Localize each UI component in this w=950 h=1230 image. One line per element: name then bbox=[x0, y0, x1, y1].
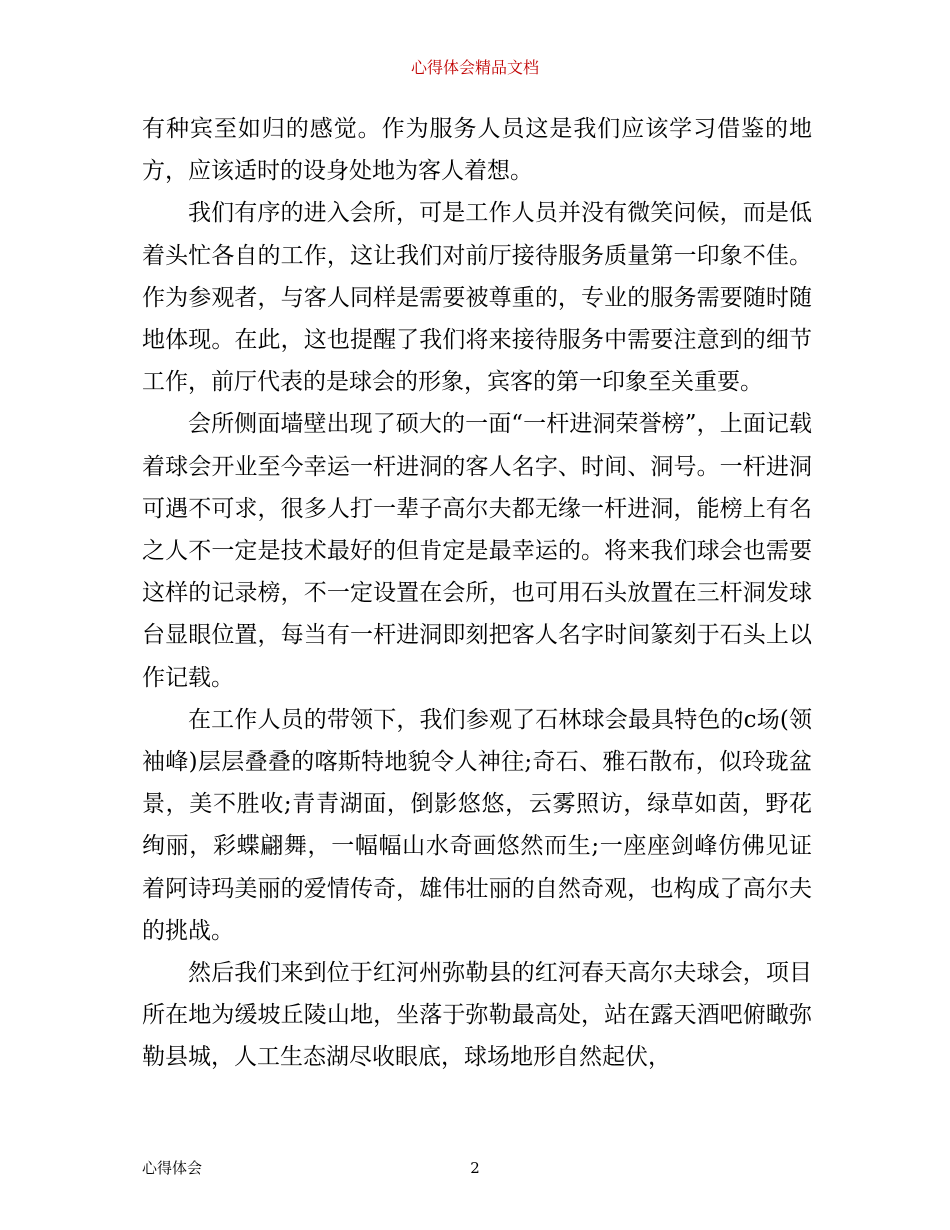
paragraph-course-tour: 在工作人员的带领下，我们参观了石林球会最具特色的c场(领袖峰)层层叠叠的喀斯特地貌令人神往;奇石、雅石散布，似玲珑盆景，美不胜收;青青湖面，倒影悠悠，云雾照访，绿草如茵，野花绚丽，彩蝶翩舞，一幅幅山水奇画悠然而生;一座座剑峰仿佛见证着阿诗玛美丽的爱情传奇，雄伟壮丽的自然奇观，也构成了高尔夫的挑战。 bbox=[142, 706, 812, 944]
paragraph-spring-club: 然后我们来到位于红河州弥勒县的红河春天高尔夫球会，项目所在地为缓坡丘陵山地，坐落于弥勒最高处，站在露天酒吧俯瞰弥勒县城，人工生态湖尽收眼底，球场地形自然起伏， bbox=[142, 960, 812, 1071]
page-header-title: 心得体会精品文档 bbox=[410, 58, 539, 77]
page-number: 2 bbox=[470, 1159, 480, 1177]
paragraph-continuation: 有种宾至如归的感觉。作为服务人员这是我们应该学习借鉴的地方，应该适时的设身处地为客人着想。 bbox=[142, 116, 812, 185]
paragraph-honor-board: 会所侧面墙壁出现了硕大的一面“一杆进洞荣誉榜”，上面记载着球会开业至今幸运一杆进洞的客人名字、时间、洞号。一杆进洞可遇不可求，很多人打一辈子高尔夫都无缘一杆进洞，能榜上有名之人不一定是技术最好的但肯定是最幸运的。将来我们球会也需要这样的记录榜，不一定设置在会所，也可用石头放置在三杆洞发球台显眼位置，每当有一杆进洞即刻把客人名字时间篆刻于石头上以作记载。 bbox=[142, 411, 812, 691]
paragraph-front-desk: 我们有序的进入会所，可是工作人员并没有微笑问候，而是低着头忙各自的工作，这让我们对前厅接待服务质量第一印象不佳。作为参观者，与客人同样是需要被尊重的，专业的服务需要随时随地体现。在此，这也提醒了我们将来接待服务中需要注意到的细节工作，前厅代表的是球会的形象，宾客的第一印象至关重要。 bbox=[142, 200, 812, 396]
footer-label: 心得体会 bbox=[142, 1159, 203, 1177]
document-body bbox=[142, 108, 812, 1079]
